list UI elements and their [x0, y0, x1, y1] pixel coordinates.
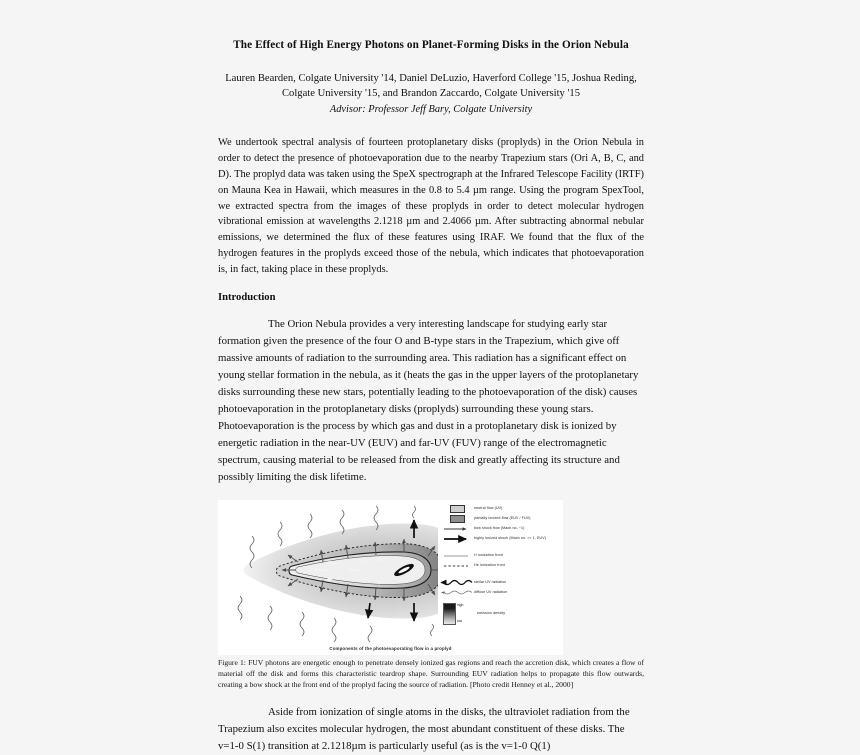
page-title: The Effect of High Energy Photons on Planet-Forming Disks in the Orion Nebula: [233, 39, 629, 51]
figure-1-image: [218, 500, 563, 655]
intro-paragraph-2: Aside from ionization of single atoms in the disks, the ultraviolet radiation from the Trapezium also excites molecular hydrogen, the most abundant constituent of these disks. The v=1-0 S(1) transition at 2.1218µm is particularly useful (as is the v=1-0 Q(1): [218, 705, 630, 752]
legend-label: He ionization front: [474, 562, 505, 567]
legend-item-emission-density: [440, 603, 562, 625]
legend-label: bow shock flow (Mach no. ~1): [474, 525, 525, 530]
legend-label: H ionization front: [474, 552, 503, 557]
arrow-thick-icon: [440, 534, 474, 543]
intro-paragraph-1: The Orion Nebula provides a very interesting landscape for studying early star formation given the presence of the four O and B-type stars in the Trapezium, which give off massive amounts of radiation to the surrounding area. This radiation has a significant effect on young stellar formation in the nebula, as it (heats the gas in the upper layers of the protoplanetary disks surrounding these new stars, potentially leading to the photoevaporation of the disk) causes photoevaporation in the protoplanetary disks (proplyds) surrounding these young stars. Photoevaporation is the process by which gas and dust in a protoplanetary disk is ionized by energetic radiation in the near-UV (EUV) and far-UV (FUV) range of the electromagnetic spectrum, causing material to be released from the disk and greatly affecting its structure and possibly limiting the disk lifetime.: [218, 317, 639, 484]
arrow-thin-icon: [440, 524, 474, 533]
legend-label: highly ionized shock (Mach no. >> 1, EUV): [474, 535, 547, 540]
legend-item-partially-ionized-flow: [440, 514, 562, 523]
swatch-light-icon: [440, 504, 474, 513]
legend-item-stellar-uv-radiation: [440, 578, 562, 587]
line-solid-icon: [440, 551, 474, 560]
advisor-line: Advisor: Professor Jeff Bary, Colgate University: [329, 103, 533, 115]
abstract-paragraph: We undertook spectral analysis of fourteen protoplanetary disks (proplyds) in the Orion Nebula in order to detect the presence of photoevaporation due to the nearby Trapezium stars (Ori A, B, C, and D). The proplyd data was taken using the SpeX spectrograph at the Infrared Telescope Facility (IRTF) on Mauna Kea in Hawaii, which measures in the 0.8 to 5.4 µm range. Using the program SpexTool, we extracted spectra from the images of these proplyds in order to detect molecular hydrogen vibrational emission at wavelengths 2.1218 µm and 2.4066 µm. After subtracting abnormal nebular emissions, we determined the flux of these features using IRAF. We found that the flux of the hydrogen features in the proplyds exceed those of the nebula, which indicates that photoevaporation is, in fact, taking place in these proplyds.: [218, 137, 644, 275]
legend-item-he-ionization-front: [440, 561, 562, 570]
colorbar-top-label: high: [457, 603, 464, 608]
author-list: Lauren Bearden, Colgate University '14, Daniel DeLuzio, Haverford College '15, Joshua Reding, Colgate University '15, and Brandon Zaccardo, Colgate University '15: [225, 73, 637, 100]
colorbar-bottom-label: low: [457, 619, 463, 624]
legend-label: stellar UV radiation: [474, 579, 507, 584]
wave-bold-icon: [440, 578, 474, 587]
line-dashed-icon: [440, 561, 474, 570]
colorbar-icon: [440, 603, 477, 625]
legend-item-diffuse-uv-radiation: [440, 588, 562, 597]
legend-label: partially ionized flow (EUV / FUV): [474, 515, 531, 520]
document-content-column: [218, 0, 644, 755]
swatch-dark-icon: [440, 514, 474, 523]
legend-item-highly-ionized-shock: [440, 534, 562, 543]
legend-item-neutral-flow: [440, 504, 562, 513]
figure-1: [218, 486, 644, 690]
legend-item-h-ionization-front: [440, 551, 562, 560]
figure-caption: Figure 1: FUV photons are energetic enough to penetrate densely ionized gas regions and reach the accretion disk, which creates a flow of material off the disk and forms this characteristic teardrop shape. Surrounding EUV radiation helps to propagate this flow outwards, creating a bow shock at the front end of the proplyd facing the source of radiation. [Photo credit Henney et al., 2000]: [218, 658, 644, 689]
figure-legend: [440, 504, 562, 626]
legend-label: emission density: [477, 611, 506, 616]
legend-item-bow-shock-flow: [440, 524, 562, 533]
figure-inner-caption: Components of the photoevaporating flow in a proplyd: [329, 646, 452, 652]
wave-thin-icon: [440, 588, 474, 597]
legend-label: diffuse UV radiation: [474, 589, 508, 594]
section-heading-introduction: Introduction: [218, 291, 276, 303]
legend-label: neutral flow (UV): [474, 505, 503, 510]
